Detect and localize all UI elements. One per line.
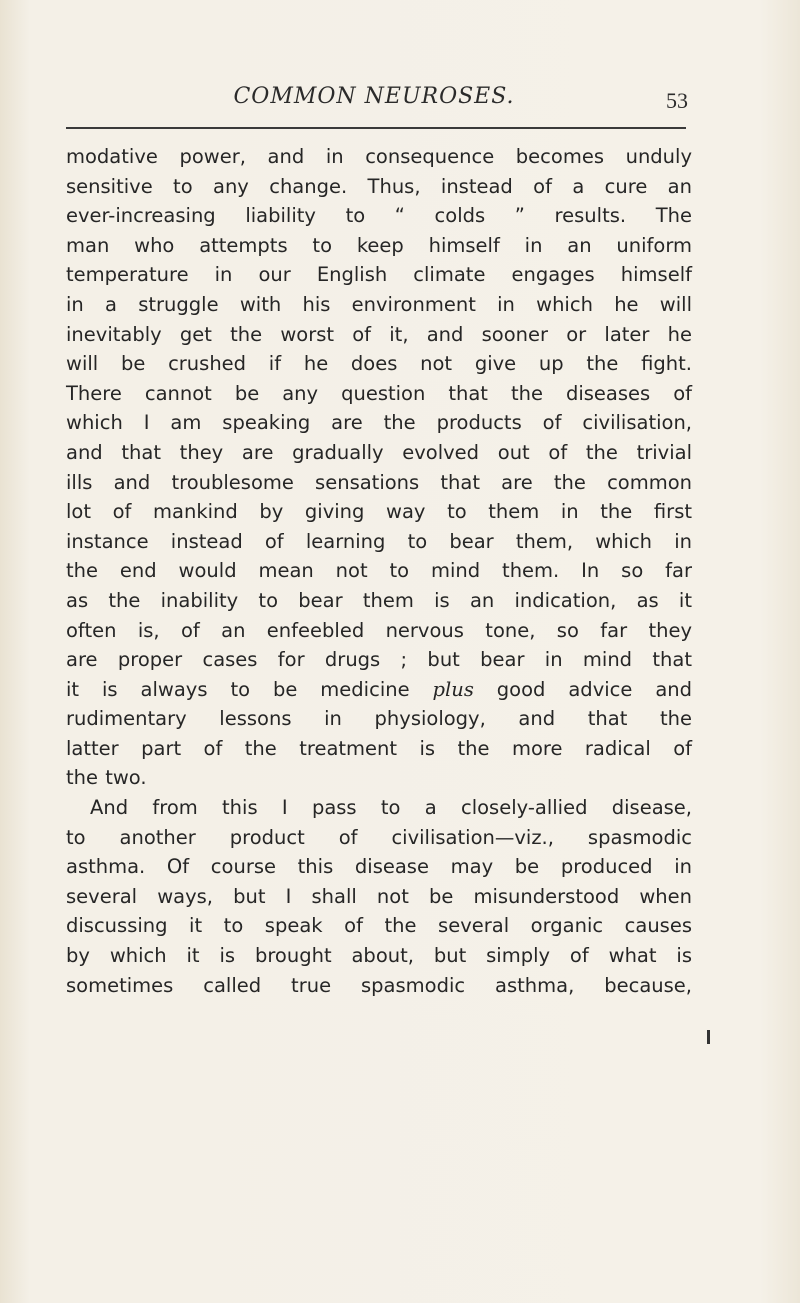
text-segment: it is always to be medicine	[66, 677, 433, 701]
text-line: rudimentary lessons in physiology, and that the	[66, 707, 692, 731]
body-text	[66, 142, 692, 1000]
text-line: as the inability to bear them is an indication, as it	[66, 588, 692, 612]
page-header	[64, 84, 688, 114]
text-line: instance instead of learning to bear them, which in	[66, 529, 692, 553]
header-rule	[66, 127, 686, 129]
text-line: temperature in our English climate engages himself	[66, 263, 692, 287]
text-line: in a struggle with his environment in which he will	[66, 292, 692, 316]
text-line: ever-increasing liability to “ colds ” results. The	[66, 204, 692, 228]
text-line: lot of mankind by giving way to them in the first	[66, 500, 692, 524]
text-line: And from this I pass to a closely-allied disease,	[90, 796, 692, 820]
text-segment: good advice and	[473, 677, 693, 701]
text-line: to another product of civilisation—viz., spasmodic	[66, 825, 692, 849]
text-line: and that they are gradually evolved out of the trivial	[66, 440, 692, 464]
text-line: inevitably get the worst of it, and sooner or later he	[66, 322, 692, 346]
text-line: which I am speaking are the products of civilisation,	[66, 411, 692, 435]
text-line: several ways, but I shall not be misunderstood when	[66, 884, 692, 908]
text-line: ills and troublesome sensations that are the common	[66, 470, 692, 494]
text-line: the end would mean not to mind them. In so far	[66, 559, 692, 583]
page-number: 53	[666, 88, 688, 113]
text-line: asthma. Of course this disease may be produced in	[66, 855, 692, 879]
text-line: There cannot be any question that the diseases of	[66, 381, 692, 405]
text-line: discussing it to speak of the several organic causes	[66, 914, 692, 938]
running-title: COMMON NEUROSES.	[233, 84, 515, 109]
text-line: sometimes called true spasmodic asthma, because,	[66, 973, 692, 997]
text-line: are proper cases for drugs ; but bear in mind that	[66, 648, 692, 672]
margin-mark	[707, 1030, 710, 1044]
text-line: will be crushed if he does not give up the fight.	[66, 352, 692, 376]
text-line: often is, of an enfeebled nervous tone, so far they	[66, 618, 692, 642]
text-line: man who attempts to keep himself in an uniform	[66, 233, 692, 257]
text-line-with-italic	[66, 675, 692, 705]
italic-word: plus	[432, 677, 474, 701]
text-line: sensitive to any change. Thus, instead of a cure an	[66, 174, 692, 198]
text-line: latter part of the treatment is the more radical of	[66, 736, 692, 760]
text-line: by which it is brought about, but simply of what is	[66, 944, 692, 968]
text-line: the two.	[66, 766, 147, 790]
text-line: modative power, and in consequence becomes unduly	[66, 145, 692, 168]
